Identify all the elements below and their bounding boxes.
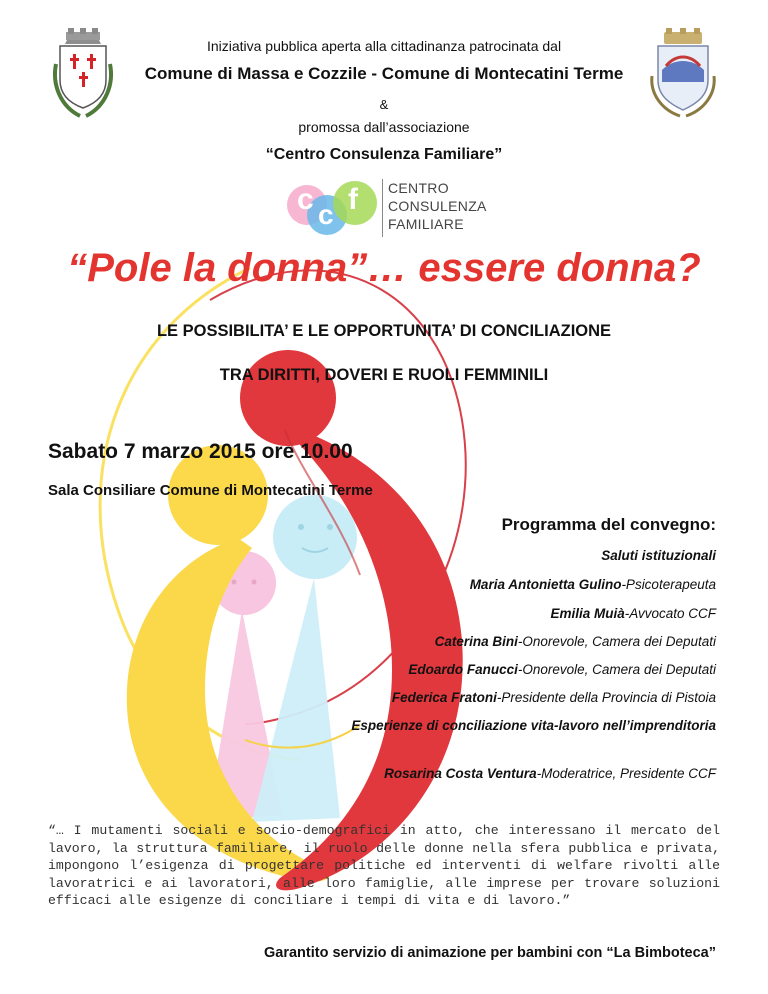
ccf-logo-text: CENTRO CONSULENZA FAMILIARE [388, 180, 487, 232]
cyan-child-head [273, 495, 357, 579]
program-item-saluti: Saluti istituzionali [601, 548, 716, 563]
header-line-municipalities: Comune di Massa e Cozzile - Comune di Montecatini Terme [144, 64, 624, 83]
program-item-fratoni: Federica Fratoni-Presidente della Provincia di Pistoia [391, 690, 716, 705]
program-heading: Programma del convegno: [501, 515, 716, 534]
subtitle-line-1: LE POSSIBILITA’ E LE OPPORTUNITA’ DI CONCILIAZIONE [156, 322, 612, 340]
ccf-logo-letter-c2: c [318, 199, 334, 230]
header-ampersand: & [379, 97, 389, 112]
program-item-bini: Caterina Bini-Onorevole, Camera dei Deputati [434, 634, 716, 649]
program-item-esperienze: Esperienze di conciliazione vita-lavoro nell’imprenditoria [351, 718, 716, 733]
event-title: “Pole la donna”… essere donna? [67, 246, 701, 290]
ccf-logo-divider [382, 179, 383, 237]
program-item-muia: Emilia Muià-Avvocato CCF [550, 606, 716, 621]
program-item-gulino: Maria Antonietta Gulino-Psicoterapeuta [469, 577, 716, 592]
event-venue: Sala Consiliare Comune di Montecatini Terme [48, 482, 373, 499]
event-date: Sabato 7 marzo 2015 ore 10.00 [48, 440, 353, 463]
ccf-logo [285, 175, 485, 243]
cyan-child-body [252, 578, 340, 822]
ccf-logo-letter-f: f [348, 183, 358, 216]
quote-paragraph: “… I mutamenti sociali e socio-demografici in atto, che interessano il mercato del lavoro, la struttura familiare, il ruolo delle donne nella sfera pubblica e privata, impongono l’esigenza di progettare politiche ed interventi di welfare rivolti alle lavoratrici e ai lavoratori, alle loro famiglie, alle imprese per trovare soluzioni efficaci alle esigenze di conciliare i tempi di vita e di lavoro.” [48, 823, 720, 909]
header-line-promoted: promossa dall’associazione [298, 119, 470, 135]
red-head [240, 350, 336, 446]
program-item-costa-ventura: Rosarina Costa Ventura-Moderatrice, Presidente CCF [384, 766, 716, 781]
ccf-logo-letter-c1: c [297, 183, 314, 216]
subtitle-line-2: TRA DIRITTI, DOVERI E RUOLI FEMMINILI [219, 366, 549, 384]
header-line-association: “Centro Consulenza Familiare” [265, 146, 503, 163]
program-item-fanucci: Edoardo Fanucci-Onorevole, Camera dei Deputati [408, 662, 716, 677]
footer-note: Garantito servizio di animazione per bambini con “La Bimboteca” [263, 945, 716, 961]
header-line-patronage: Iniziativa pubblica aperta alla cittadinanza patrocinata dal [206, 38, 562, 54]
